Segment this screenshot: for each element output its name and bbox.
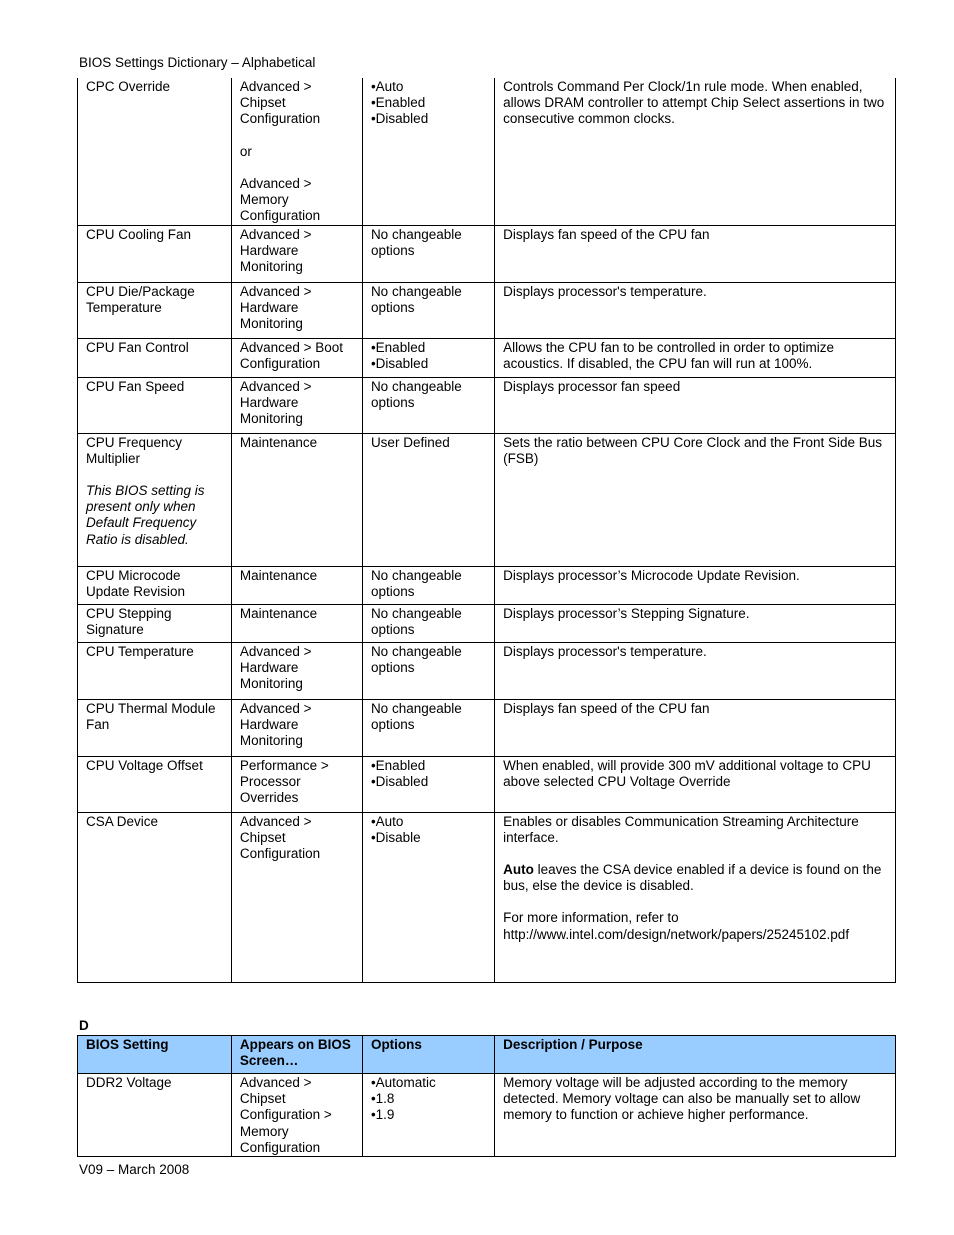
column-header: Options bbox=[362, 1036, 494, 1074]
table-row-cpu-temperature bbox=[78, 642, 896, 699]
bios-screen: Advanced > Chipset Configuration > Memory Configuration bbox=[231, 1074, 362, 1157]
description: Displays processor's temperature. bbox=[495, 282, 896, 338]
options: No changeable options bbox=[362, 699, 494, 756]
description: Displays processor fan speed bbox=[495, 377, 896, 433]
bios-screen: Advanced > Boot Configuration bbox=[231, 338, 362, 377]
setting-name: CPU Thermal Module Fan bbox=[78, 699, 232, 756]
table-row-csa-device bbox=[78, 812, 896, 982]
setting-name: CPU Fan Control bbox=[78, 338, 232, 377]
bios-screen: Advanced > Chipset Configuration or Advanced > Memory Configuration bbox=[231, 78, 362, 225]
setting-name: CPU Frequency Multiplier This BIOS setting is present only when Default Frequency Ratio is disabled. bbox=[78, 433, 232, 566]
description: Displays fan speed of the CPU fan bbox=[495, 225, 896, 282]
bios-settings-table-c bbox=[77, 78, 896, 983]
bios-screen: Maintenance bbox=[231, 604, 362, 642]
options: • Enabled • Disabled bbox=[362, 756, 494, 812]
description: Controls Command Per Clock/1n rule mode. When enabled, allows DRAM controller to attempt Chip Select assertions in two consecutive common clocks. bbox=[495, 78, 896, 225]
table-row-cpu-voltage-offset bbox=[78, 756, 896, 812]
description: Sets the ratio between CPU Core Clock and the Front Side Bus (FSB) bbox=[495, 433, 896, 566]
column-header: BIOS Setting bbox=[78, 1036, 232, 1074]
description: Displays fan speed of the CPU fan bbox=[495, 699, 896, 756]
table-row-cpu-microcode bbox=[78, 566, 896, 604]
bios-screen: Maintenance bbox=[231, 566, 362, 604]
bios-screen: Advanced > Hardware Monitoring bbox=[231, 282, 362, 338]
setting-name: CPC Override bbox=[78, 78, 232, 225]
column-header: Description / Purpose bbox=[495, 1036, 896, 1074]
description: Memory voltage will be adjusted according to the memory detected. Memory voltage can also be manually set to allow memory to function or achieve higher performance. bbox=[495, 1074, 896, 1157]
description: Enables or disables Communication Streaming Architecture interface. Auto leaves the CSA device enabled if a device is found on the bus, else the device is disabled. For more information, refer to http://www.intel.com/design/network/papers/25245102.pdf bbox=[495, 812, 896, 982]
options: User Defined bbox=[362, 433, 494, 566]
bios-screen: Advanced > Hardware Monitoring bbox=[231, 699, 362, 756]
options: • Auto • Enabled • Disabled bbox=[362, 78, 494, 225]
setting-note: This BIOS setting is present only when Default Frequency Ratio is disabled. bbox=[86, 482, 205, 547]
description: Displays processor’s Microcode Update Revision. bbox=[495, 566, 896, 604]
bios-screen: Advanced > Hardware Monitoring bbox=[231, 377, 362, 433]
description: Displays processor's temperature. bbox=[495, 642, 896, 699]
options: No changeable options bbox=[362, 282, 494, 338]
table-row-cpc-override bbox=[78, 78, 896, 225]
options: • Enabled • Disabled bbox=[362, 338, 494, 377]
description: When enabled, will provide 300 mV additional voltage to CPU above selected CPU Voltage Override bbox=[495, 756, 896, 812]
setting-name: CPU Fan Speed bbox=[78, 377, 232, 433]
options: • Automatic • 1.8 • 1.9 bbox=[362, 1074, 494, 1157]
bios-settings-table-d bbox=[77, 1035, 896, 1157]
options: No changeable options bbox=[362, 642, 494, 699]
options: No changeable options bbox=[362, 377, 494, 433]
options: No changeable options bbox=[362, 566, 494, 604]
page-footer: V09 – March 2008 bbox=[79, 1162, 190, 1177]
bios-screen: Advanced > Hardware Monitoring bbox=[231, 642, 362, 699]
setting-name: CPU Microcode Update Revision bbox=[78, 566, 232, 604]
options: • Auto • Disable bbox=[362, 812, 494, 982]
bios-screen: Advanced > Hardware Monitoring bbox=[231, 225, 362, 282]
setting-name: CPU Stepping Signature bbox=[78, 604, 232, 642]
table-row-cpu-fan-control bbox=[78, 338, 896, 377]
table-header-row bbox=[78, 1036, 896, 1074]
page-header: BIOS Settings Dictionary – Alphabetical bbox=[79, 55, 316, 70]
table-row-cpu-stepping bbox=[78, 604, 896, 642]
table-row-cpu-fan-speed bbox=[78, 377, 896, 433]
bios-screen: Performance > Processor Overrides bbox=[231, 756, 362, 812]
setting-name: DDR2 Voltage bbox=[78, 1074, 232, 1157]
section-letter: D bbox=[79, 1018, 89, 1033]
bios-screen: Maintenance bbox=[231, 433, 362, 566]
table-row-cpu-thermal-fan bbox=[78, 699, 896, 756]
description: Displays processor’s Stepping Signature. bbox=[495, 604, 896, 642]
table-row-cpu-die-temp bbox=[78, 282, 896, 338]
setting-name: CPU Temperature bbox=[78, 642, 232, 699]
table-row-cpu-cooling-fan bbox=[78, 225, 896, 282]
column-header: Appears on BIOS Screen… bbox=[231, 1036, 362, 1074]
table-row-ddr2-voltage bbox=[78, 1074, 896, 1157]
table-row-cpu-frequency-multiplier bbox=[78, 433, 896, 566]
setting-name: CSA Device bbox=[78, 812, 232, 982]
description: Allows the CPU fan to be controlled in order to optimize acoustics. If disabled, the CPU fan will run at 100%. bbox=[495, 338, 896, 377]
options: No changeable options bbox=[362, 225, 494, 282]
setting-name: CPU Voltage Offset bbox=[78, 756, 232, 812]
setting-name: CPU Die/Package Temperature bbox=[78, 282, 232, 338]
options: No changeable options bbox=[362, 604, 494, 642]
bios-screen: Advanced > Chipset Configuration bbox=[231, 812, 362, 982]
setting-name: CPU Cooling Fan bbox=[78, 225, 232, 282]
